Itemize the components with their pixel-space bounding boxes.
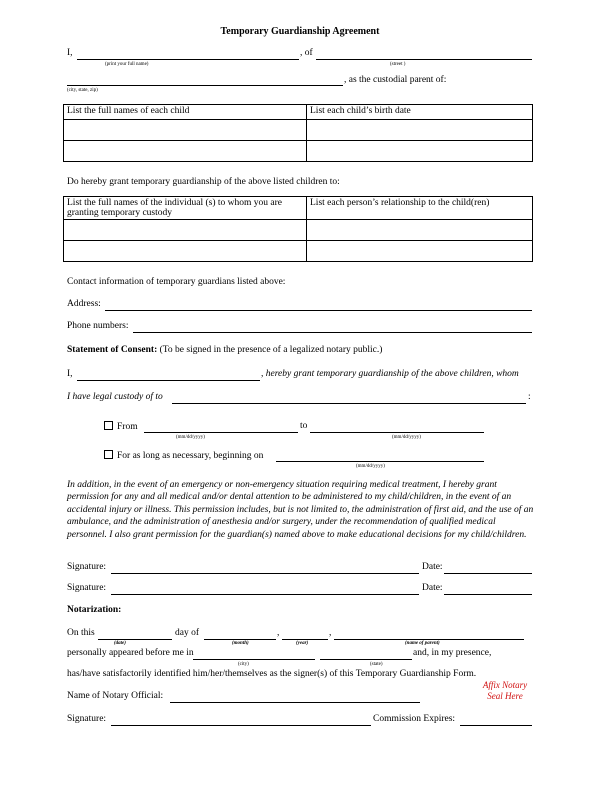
guardian-name-cell[interactable] [64,241,307,262]
guardian-relationship-cell[interactable] [307,241,533,262]
notary-official-label: Name of Notary Official: [67,691,164,701]
children-header-birthdate: List each child’s birth date [307,105,533,120]
signature-label: Signature: [67,583,107,593]
address-label: Address: [67,299,101,309]
notary-signature-field[interactable] [111,725,371,726]
consent-name-field[interactable] [77,380,260,381]
identified-text: has/have satisfactorily identified him/her/themselves as the signer(s) of this Temporary Guardianship Form. [67,669,477,679]
notary-signature-label: Signature: [67,714,107,724]
to-date-caption: (mm/dd/yyyy) [392,435,421,440]
contact-heading: Contact information of temporary guardians listed above: [67,277,286,287]
parent-caption: (name of parent) [405,641,440,646]
child-birthdate-cell[interactable] [307,120,533,141]
day-of-label: day of [175,628,200,638]
signature-field[interactable] [111,573,419,574]
guardian-header-name [64,197,307,220]
notary-year-field[interactable] [282,639,328,640]
custody-field[interactable] [172,403,526,404]
guardian-header-relationship: List each person’s relationship to the child(ren) [307,197,533,220]
guardian-table [63,196,533,262]
guardian-name-cell[interactable] [64,220,307,241]
from-checkbox[interactable] [104,421,113,430]
year-caption: (year) [296,641,309,646]
phone-label: Phone numbers: [67,321,129,331]
consent-heading-note: (To be signed in the presence of a legalized notary public.) [157,345,383,355]
children-header-name: List the full names of each child [64,105,307,120]
date-label: Date: [422,583,443,593]
on-this-label: On this [67,628,95,638]
child-name-cell[interactable] [64,141,307,162]
as-long-checkbox[interactable] [104,450,113,459]
comma-2: , [329,628,332,638]
as-long-option [104,450,263,461]
guardian-relationship-cell[interactable] [307,220,533,241]
in-presence-label: and, in my presence, [413,648,492,658]
child-birthdate-cell[interactable] [307,141,533,162]
date-caption: (date) [114,641,126,646]
from-date-field[interactable] [144,432,298,433]
seal-line-1: Affix Notary [482,680,528,690]
full-name-field[interactable] [77,59,299,60]
address-field[interactable] [105,310,532,311]
date-field[interactable] [444,594,532,595]
beginning-date-caption: (mm/dd/yyyy) [356,464,385,469]
to-label: to [300,421,308,431]
notary-city-field[interactable] [193,659,315,660]
notary-month-field[interactable] [204,639,276,640]
from-option [104,421,138,432]
street-field[interactable] [316,59,532,60]
commission-expires-field[interactable] [460,725,532,726]
notary-state-field[interactable] [320,659,412,660]
date-field[interactable] [444,573,532,574]
signature-label: Signature: [67,562,107,572]
state-caption: (state) [370,662,383,667]
guardian-header-name-line2: granting temporary custody [67,208,173,218]
notary-official-field[interactable] [170,702,420,703]
custodial-parent-label: , as the custodial parent of: [344,75,447,85]
children-table [63,104,533,162]
phone-field[interactable] [133,332,532,333]
comma-1: , [277,628,280,638]
from-date-caption: (mm/dd/yyyy) [176,435,205,440]
full-name-caption: (print your full name) [105,62,149,67]
medical-consent-paragraph: In addition, in the event of an emergency or non-emergency situation requiring medical treatment, I hereby grant permission for any and all medical and/or dental attention to be administered to my child/children, in the event of an accidental injury or illness. This permission includes, but is not limited to, the administration of first aid, and the use of an ambulance, and the administration of anesthesia and/or surgery, under the recommendation of qualified medical personnel. I also grant permission for the guardian(s) named above to make educational decisions for my child/children. [67,480,534,540]
i-label: I, [67,48,73,58]
child-name-cell[interactable] [64,120,307,141]
notary-seal-note [470,680,540,702]
of-label: , of [300,48,313,58]
beginning-date-field[interactable] [276,461,484,462]
to-date-field[interactable] [310,432,484,433]
notary-day-field[interactable] [98,639,172,640]
city-state-zip-field[interactable] [67,85,343,86]
custody-text: I have legal custody of to [67,392,163,402]
consent-i-label: I, [67,369,73,379]
consent-line-text: , hereby grant temporary guardianship of the above children, whom [261,369,519,379]
signature-field[interactable] [111,594,419,595]
consent-heading [67,345,382,355]
from-label: From [117,422,138,432]
appeared-label: personally appeared before me in [67,648,194,658]
page-title: Temporary Guardianship Agreement [220,26,380,37]
month-caption: (month) [232,641,249,646]
city-state-zip-caption: (city, state, zip) [67,88,98,93]
city-caption: (city) [238,662,249,667]
parent-name-field[interactable] [334,639,524,640]
guardian-header-name-line1: List the full names of the individual (s) to whom you are [67,198,283,208]
date-label: Date: [422,562,443,572]
custody-colon: : [528,392,531,402]
consent-heading-bold: Statement of Consent: [67,345,158,355]
notarization-heading: Notarization: [67,605,122,615]
seal-line-2: Seal Here [487,691,523,701]
street-caption: (street ) [390,62,406,67]
grant-text: Do hereby grant temporary guardianship of the above listed children to: [67,177,340,187]
commission-expires-label: Commission Expires: [373,714,456,724]
as-long-label: For as long as necessary, beginning on [117,451,264,461]
